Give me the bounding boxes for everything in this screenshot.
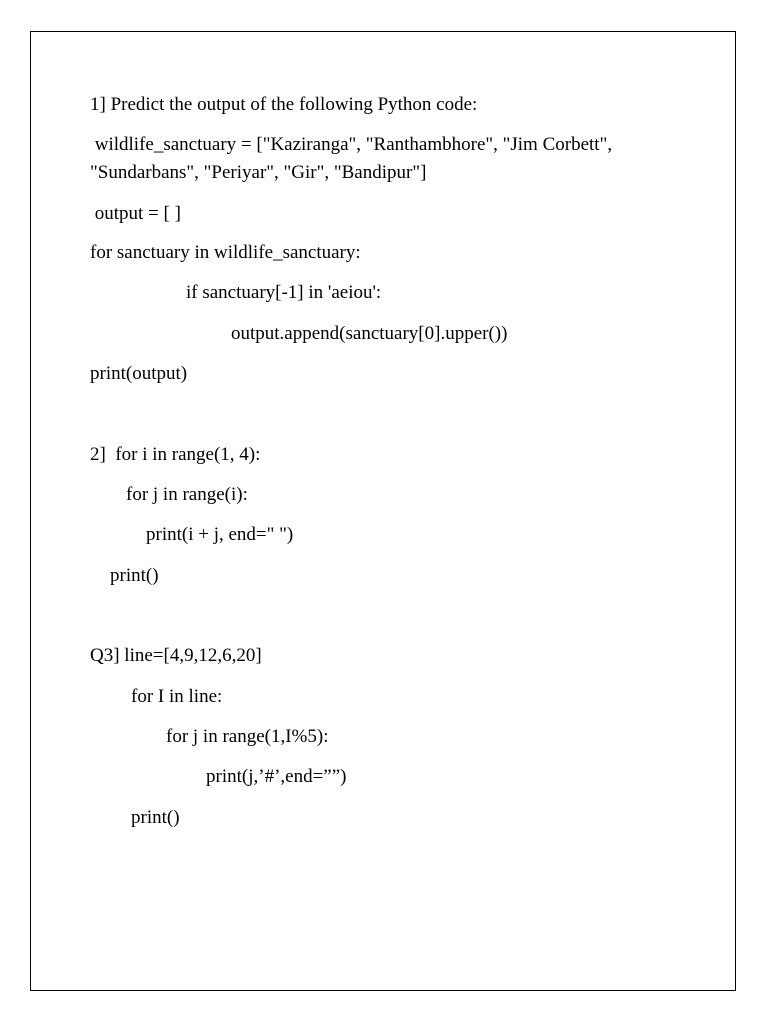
- q1-title: 1] Predict the output of the following Python code:: [90, 94, 478, 115]
- q3-code-line: for I in line:: [131, 686, 223, 707]
- q1-code-line: "Sundarbans", "Periyar", "Gir", "Bandipur"]: [90, 162, 427, 183]
- q2-code-line: print(i + j, end=" "): [146, 524, 294, 545]
- q1-code-line: output.append(sanctuary[0].upper()): [231, 323, 508, 344]
- q1-code-line: if sanctuary[-1] in 'aeiou':: [186, 282, 382, 303]
- q1-code-line: print(output): [90, 363, 188, 384]
- q3-code-line: for j in range(1,I%5):: [166, 726, 329, 747]
- q2-code-line: for j in range(i):: [126, 484, 248, 505]
- q3-code-line: print(): [131, 807, 180, 828]
- q2-code-line: 2] for i in range(1, 4):: [90, 444, 261, 465]
- q1-code-line: output = [ ]: [90, 203, 181, 224]
- q1-code-line: for sanctuary in wildlife_sanctuary:: [90, 242, 361, 263]
- q2-code-line: print(): [110, 565, 159, 586]
- q3-code-line: Q3] line=[4,9,12,6,20]: [90, 645, 262, 666]
- q3-code-line: print(j,’#’,end=””): [206, 766, 347, 787]
- q1-code-line: wildlife_sanctuary = ["Kaziranga", "Ranthambhore", "Jim Corbett",: [90, 134, 613, 155]
